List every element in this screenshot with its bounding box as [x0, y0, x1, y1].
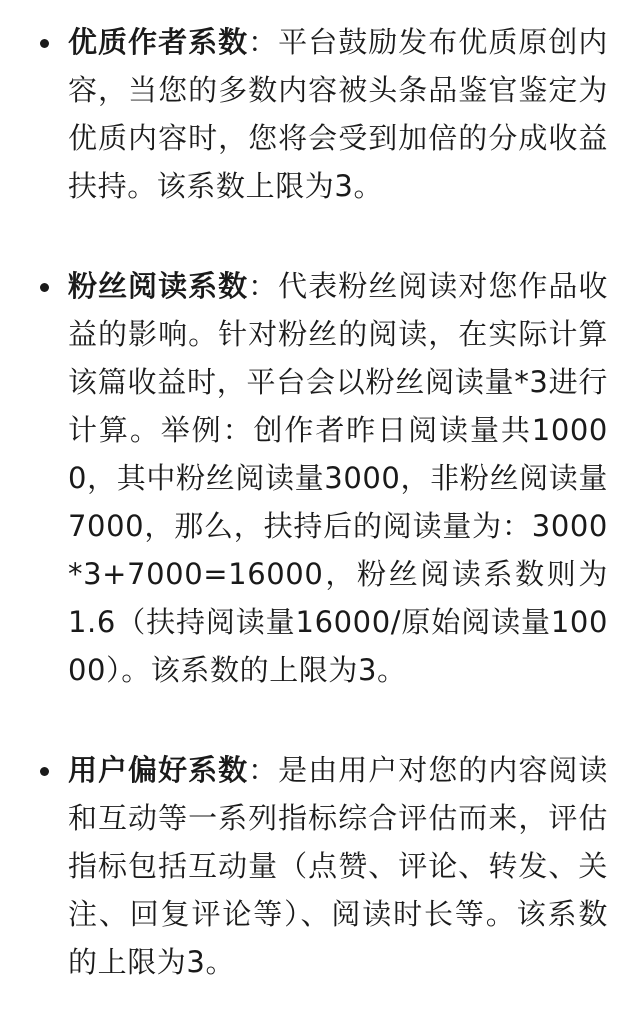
- list-item-fan-reading: [32, 262, 608, 694]
- term-label: 优质作者系数: [68, 25, 249, 59]
- term-description: 是由用户对您的内容阅读和互动等一系列指标综合评估而来，评估指标包括互动量（点赞、评论、转发、关注、回复评论等）、阅读时长等。该系数的上限为3。: [68, 753, 608, 979]
- term-label: 粉丝阅读系数: [68, 269, 249, 303]
- list-item-text: [68, 18, 608, 210]
- list-item-text: [68, 262, 608, 694]
- term-colon: ：: [248, 25, 279, 59]
- list-item-quality-author: [32, 18, 608, 210]
- term-colon: ：: [248, 269, 279, 303]
- bullet-icon: [40, 39, 49, 48]
- term-description: 平台鼓励发布优质原创内容，当您的多数内容被头条品鉴官鉴定为优质内容时，您将会受到加倍的分成收益扶持。该系数上限为3。: [68, 25, 608, 203]
- term-label: 用户偏好系数: [68, 753, 249, 787]
- term-colon: ：: [248, 753, 279, 787]
- list-item-user-preference: [32, 746, 608, 986]
- bullet-icon: [40, 283, 49, 292]
- list-item-text: [68, 746, 608, 986]
- bullet-icon: [40, 767, 49, 776]
- term-description: 代表粉丝阅读对您作品收益的影响。针对粉丝的阅读，在实际计算该篇收益时，平台会以粉丝阅读量*3进行计算。举例：创作者昨日阅读量共10000，其中粉丝阅读量3000，非粉丝阅读量7000，那么，扶持后的阅读量为：3000*3+7000=16000，粉丝阅读系数则为1.6（扶持阅读量16000/原始阅读量10000）。该系数的上限为3。: [68, 269, 608, 687]
